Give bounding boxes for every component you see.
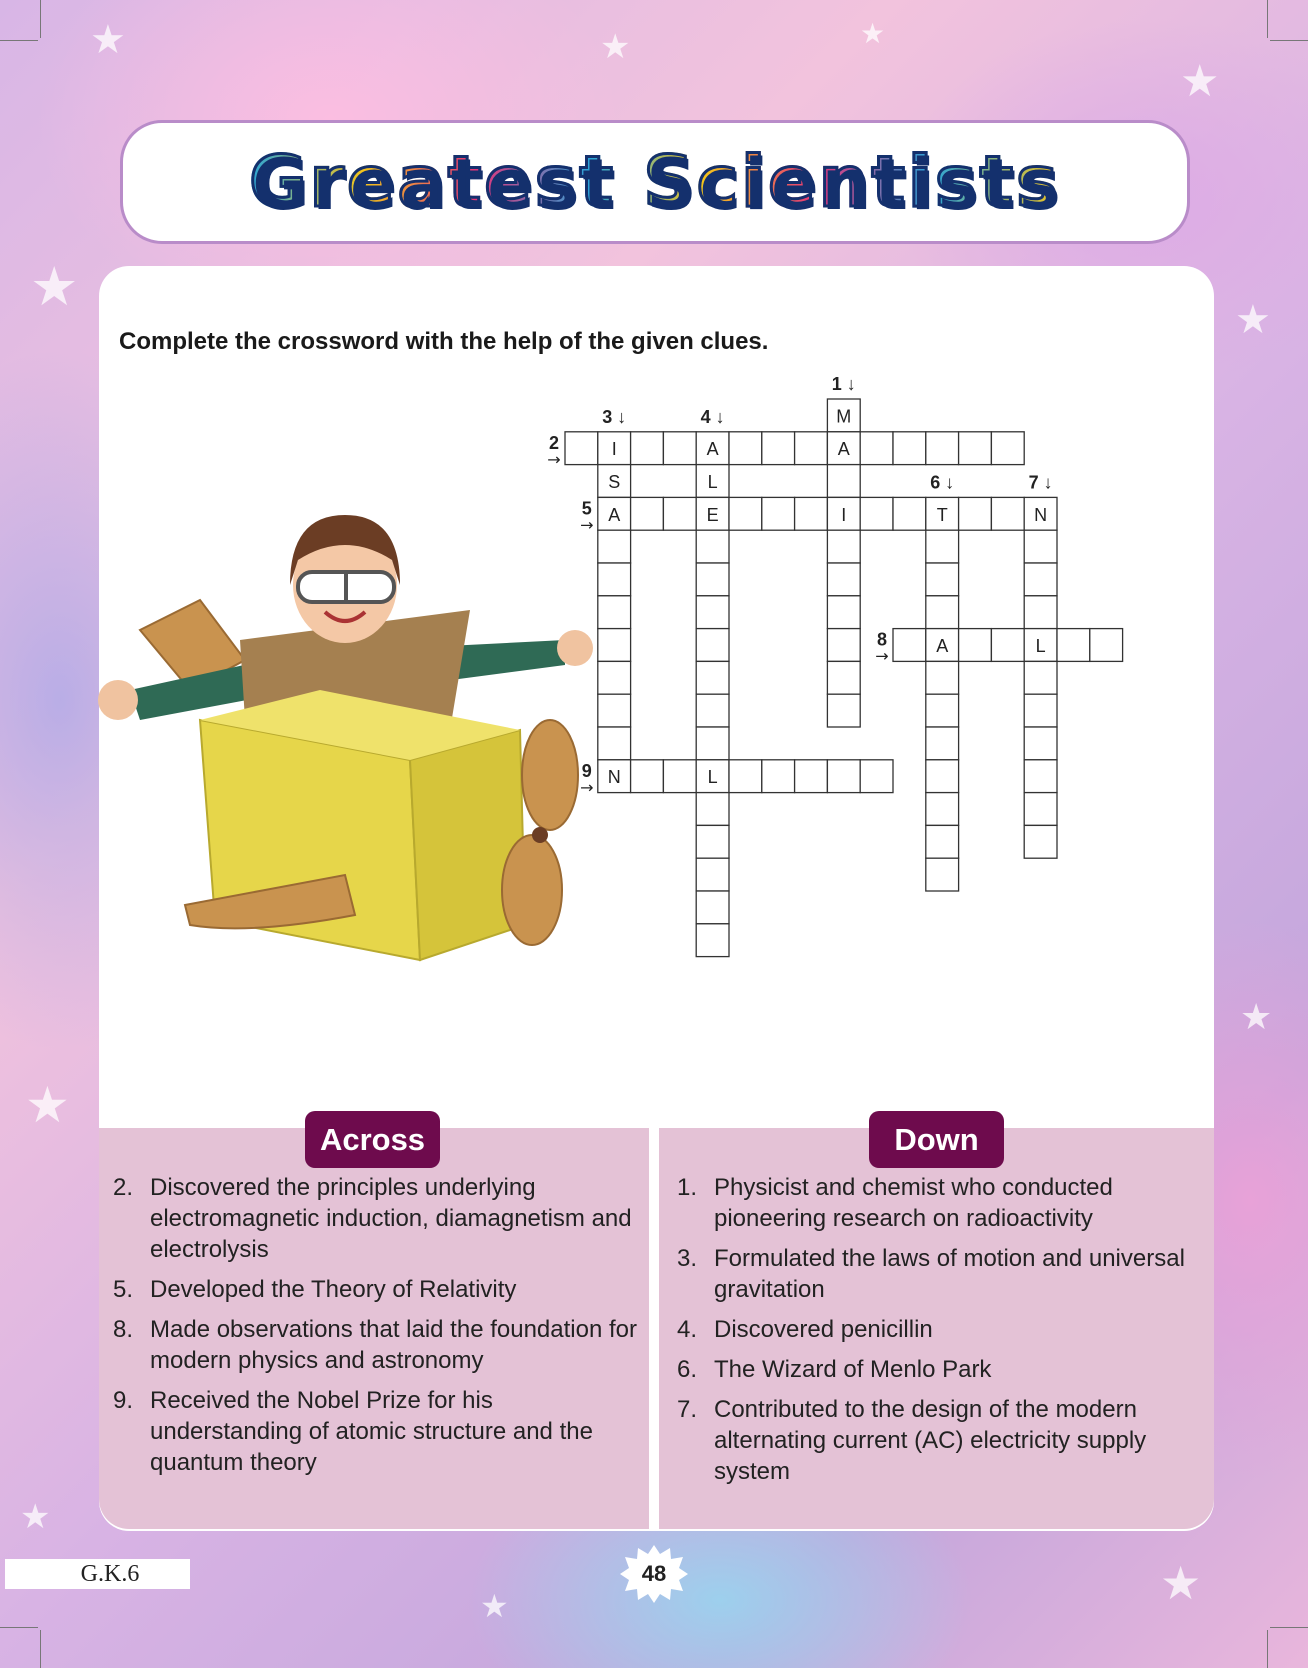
star-icon: ★ [1160,1556,1202,1610]
crossword-cell [598,694,631,727]
cell-letter: S [608,472,621,492]
clue-number: 7. [677,1396,698,1423]
crossword-cell [762,497,795,530]
crossword-cell [729,432,762,465]
crossword-cell [696,596,729,629]
panel-divider [649,1128,659,1529]
cell-letter: A [936,636,949,656]
propeller-bottom [502,835,562,945]
crossword-cell [1024,661,1057,694]
book-label: G.K.6 [5,1559,190,1589]
crossword-cell [696,661,729,694]
crossword-cell [598,596,631,629]
crossword-cell [696,727,729,760]
crossword-cell [893,497,926,530]
crossword-cell [696,563,729,596]
crossword-cell [1024,825,1057,858]
clue-text: Formulated the laws of motion and universal gravitation [714,1245,1185,1303]
crossword-cell [926,858,959,891]
crossword-cell [1090,629,1123,662]
clue-text: Discovered the principles underlying electromagnetic induction, diamagnetism and electrolysis [150,1174,632,1263]
across-arrow-icon: → [580,777,594,797]
clue-item [677,1394,1197,1487]
instruction-text: Complete the crossword with the help of the given clues. [119,328,769,355]
propeller-hub [532,827,548,843]
crossword-cell [795,497,828,530]
crossword-cell [598,530,631,563]
clue-number: 2. [113,1174,134,1201]
down-clues [677,1172,1197,1496]
clue-item [677,1354,1197,1385]
down-clue-number: 1 ↓ [831,374,856,394]
crossword-cell [1057,629,1090,662]
clue-text: The Wizard of Menlo Park [714,1356,992,1383]
crossword-cell [926,825,959,858]
clue-number: 3. [677,1245,698,1272]
page-number: 48 [641,1561,667,1586]
down-clue-number: 7 ↓ [1028,472,1053,493]
across-clue-number: 2 [548,432,560,453]
crossword-cell [696,694,729,727]
across-arrow-icon: → [875,646,889,666]
crossword-cell [795,432,828,465]
crossword-cell [860,497,893,530]
crossword-cell [696,924,729,957]
crossword-cell [1024,694,1057,727]
across-arrow-icon: → [547,449,561,469]
down-clue-number: 3 ↓ [602,406,627,427]
star-icon: ★ [1235,297,1271,343]
cell-letter: L [707,767,718,788]
crossword-cell [729,497,762,530]
clue-item [113,1385,638,1478]
across-clue-number: 8 [876,629,888,650]
star-icon: ★ [1240,997,1273,1038]
crossword-cell [696,629,729,662]
crossword-cell [1024,793,1057,826]
clue-number: 5. [113,1276,134,1303]
across-heading: Across [305,1111,440,1168]
cell-letter: T [936,504,948,525]
crossword-cell [893,629,926,662]
star-icon: ★ [30,255,79,318]
crossword-cell [663,497,696,530]
down-clue-number: 4 ↓ [700,406,725,427]
clue-text: Contributed to the design of the modern alternating current (AC) electricity supply system [714,1396,1147,1485]
clue-number: 6. [677,1356,698,1383]
crossword-cell [762,760,795,793]
crossword-cell [991,432,1024,465]
cell-letter: A [706,439,719,460]
crossword-cell [926,661,959,694]
clue-item [677,1314,1197,1345]
crossword-cell [827,465,860,498]
crossword-cell [631,432,664,465]
crossword-cell [696,891,729,924]
crossword-cell [729,760,762,793]
crossword-cell [1024,563,1057,596]
star-icon: ★ [1180,56,1220,107]
crossword-cell [827,694,860,727]
crossword-cell [598,629,631,662]
crossword-cell [926,432,959,465]
clue-item [113,1172,638,1265]
clue-number: 4. [677,1316,698,1343]
crossword-cell [827,596,860,629]
crossword-cell [959,629,992,662]
right-hand [557,630,593,666]
cell-letter: N [607,767,621,788]
across-arrow-icon: → [580,515,594,535]
crossword-cell [598,661,631,694]
crossword-cell [631,497,664,530]
star-icon: ★ [480,1587,509,1625]
crossword-cell [827,530,860,563]
clue-item [677,1243,1197,1305]
down-clue-number: 6 ↓ [930,472,955,493]
crossword-cell [696,793,729,826]
crossword-cell [991,629,1024,662]
crossword-cell [893,432,926,465]
crossword-cell [795,760,828,793]
crossword-cell [598,727,631,760]
box-side [410,730,525,960]
crossword-grid [547,374,1122,957]
crossword-cell [565,432,598,465]
clue-text: Developed the Theory of Relativity [150,1276,517,1303]
crossword-cell [598,563,631,596]
clue-number: 1. [677,1174,698,1201]
cell-letter: L [707,472,718,492]
crossword-cell [926,727,959,760]
crossword-cell [762,432,795,465]
crossword-cell [696,858,729,891]
star-icon: ★ [90,17,126,63]
clue-text: Made observations that laid the foundation for modern physics and astronomy [150,1316,637,1374]
clue-text: Physicist and chemist who conducted pioneering research on radioactivity [714,1174,1113,1232]
clue-item [113,1314,638,1376]
cell-letter: E [706,504,719,525]
crossword-cell [827,760,860,793]
across-clue-number: 5 [581,498,592,519]
crossword-cell [1024,530,1057,563]
crossword-cell [1024,760,1057,793]
crossword-cell [696,530,729,563]
across-clues [113,1172,638,1487]
cell-letter: N [1034,504,1048,525]
crossword-cell [926,563,959,596]
crossword-cell [860,432,893,465]
cell-letter: A [837,439,850,460]
cell-letter: A [608,504,621,525]
crossword-cell [926,793,959,826]
left-hand [98,680,138,720]
clue-number: 8. [113,1316,134,1343]
page-title: Greatest Scientists [249,141,1061,223]
kid-airplane-illustration [98,515,593,960]
crossword-cell [631,760,664,793]
clue-text: Received the Nobel Prize for his understanding of atomic structure and the quantum theory [150,1387,593,1476]
clue-number: 9. [113,1387,134,1414]
clue-item [677,1172,1197,1234]
crossword-cell [696,825,729,858]
crossword-cell [827,629,860,662]
crossword-cell [926,530,959,563]
clue-item [113,1274,638,1305]
down-heading: Down [869,1111,1004,1168]
cell-letter: L [1035,636,1046,656]
crossword-cell [959,497,992,530]
star-icon: ★ [20,1497,51,1537]
crossword-cell [926,596,959,629]
crossword-cell [926,760,959,793]
cell-letter: M [836,406,852,427]
crossword-cell [991,497,1024,530]
star-icon: ★ [25,1076,70,1134]
crossword-cell [959,432,992,465]
star-icon: ★ [600,27,631,67]
cell-letter: I [611,439,617,460]
crossword-cell [827,563,860,596]
cell-letter: I [841,504,847,525]
crossword-cell [860,760,893,793]
crossword-cell [1024,727,1057,760]
across-clue-number: 9 [581,760,592,781]
crossword-cell [926,694,959,727]
crossword-cell [663,760,696,793]
crossword-cell [827,661,860,694]
propeller-top [522,720,578,830]
crossword-cell [663,432,696,465]
star-icon: ★ [860,17,886,50]
crossword-cell [1024,596,1057,629]
clue-text: Discovered penicillin [714,1316,933,1343]
